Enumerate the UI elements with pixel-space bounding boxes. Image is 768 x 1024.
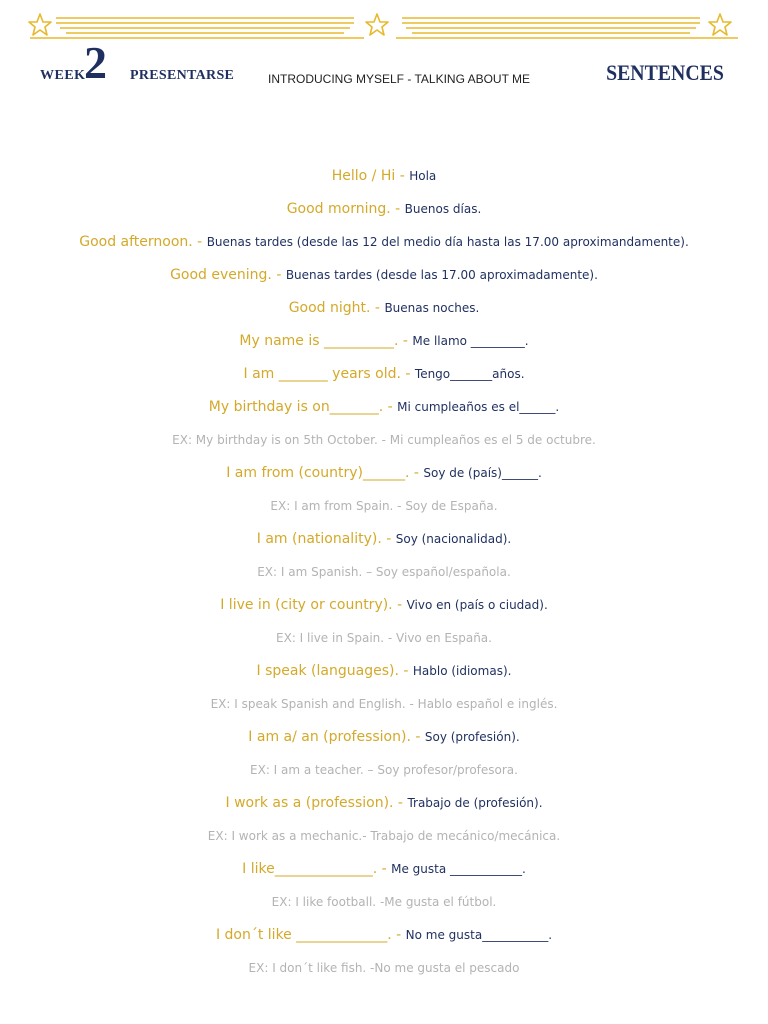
- english-phrase: I am _______ years old. -: [243, 366, 415, 382]
- sentence-row: [0, 723, 768, 756]
- spanish-translation: Soy de (país)______.: [423, 466, 542, 480]
- example-text: EX: I am Spanish. – Soy español/española.: [257, 565, 511, 579]
- sentence-row: [0, 162, 768, 195]
- english-phrase: My birthday is on_______. -: [208, 399, 398, 415]
- english-phrase: My name is __________. -: [239, 333, 413, 349]
- example-row: [0, 822, 768, 855]
- example-text: EX: I am a teacher. – Soy profesor/profesora.: [250, 763, 518, 777]
- spanish-translation: Trabajo de (profesión).: [407, 796, 543, 810]
- english-phrase: I don´t like _____________. -: [215, 927, 406, 943]
- page-header: [0, 0, 768, 110]
- sentence-row: [0, 195, 768, 228]
- spanish-translation: Vivo en (país o ciudad).: [406, 598, 548, 612]
- spanish-translation: Buenas tardes (desde las 12 del medio día hasta las 17.00 aproximandamente).: [206, 235, 689, 249]
- english-phrase: I like______________. -: [242, 861, 392, 877]
- example-row: [0, 426, 768, 459]
- week-label: WEEK: [40, 68, 86, 83]
- example-row: [0, 954, 768, 987]
- english-phrase: I am from (country)______. -: [226, 465, 424, 481]
- sentence-row: [0, 459, 768, 492]
- english-phrase: Hello / Hi -: [331, 168, 410, 184]
- sentence-row: [0, 261, 768, 294]
- sentence-row: [0, 789, 768, 822]
- sentence-row: [0, 855, 768, 888]
- sentence-row: [0, 657, 768, 690]
- spanish-translation: Tengo_______años.: [414, 367, 525, 381]
- example-row: [0, 690, 768, 723]
- example-text: EX: I am from Spain. - Soy de España.: [270, 499, 498, 513]
- sentence-row: [0, 393, 768, 426]
- page-subtitle: INTRODUCING MYSELF - TALKING ABOUT ME: [268, 72, 531, 86]
- english-phrase: Good night. -: [288, 300, 385, 316]
- spanish-translation: Hablo (idiomas).: [412, 664, 512, 678]
- sentence-row: [0, 228, 768, 261]
- example-text: EX: I work as a mechanic.- Trabajo de mecánico/mecánica.: [207, 829, 561, 843]
- section-title: SENTENCES: [606, 60, 724, 85]
- spanish-translation: Buenas tardes (desde las 17.00 aproximadamente).: [285, 268, 598, 282]
- sentence-row: [0, 327, 768, 360]
- sentence-list: [0, 162, 768, 987]
- week-number: 2: [84, 37, 107, 88]
- english-phrase: I speak (languages). -: [256, 663, 413, 679]
- sentence-row: [0, 360, 768, 393]
- example-row: [0, 888, 768, 921]
- example-text: EX: I speak Spanish and English. - Hablo español e inglés.: [210, 697, 558, 711]
- example-text: EX: I live in Spain. - Vivo en España.: [276, 631, 492, 645]
- sentence-row: [0, 294, 768, 327]
- example-row: [0, 492, 768, 525]
- english-phrase: I am (nationality). -: [256, 531, 396, 547]
- spanish-translation: Soy (profesión).: [424, 730, 520, 744]
- topic-title: PRESENTARSE: [130, 68, 235, 83]
- spanish-translation: Mi cumpleaños es el______.: [397, 400, 560, 414]
- example-text: EX: I like football. -Me gusta el fútbol.: [271, 895, 497, 909]
- example-row: [0, 756, 768, 789]
- english-phrase: I work as a (profession). -: [225, 795, 408, 811]
- english-phrase: Good morning. -: [286, 201, 405, 217]
- spanish-translation: Me gusta ____________.: [391, 862, 526, 876]
- english-phrase: Good afternoon. -: [79, 234, 207, 250]
- spanish-translation: Me llamo _________.: [412, 334, 529, 348]
- example-text: EX: My birthday is on 5th October. - Mi cumpleaños es el 5 de octubre.: [172, 433, 596, 447]
- spanish-translation: Buenos días.: [404, 202, 482, 216]
- example-row: [0, 558, 768, 591]
- example-row: [0, 624, 768, 657]
- sentence-row: [0, 525, 768, 558]
- english-phrase: I live in (city or country). -: [220, 597, 407, 613]
- spanish-translation: Buenas noches.: [384, 301, 480, 315]
- example-text: EX: I don´t like fish. -No me gusta el pescado: [248, 961, 520, 975]
- english-phrase: Good evening. -: [170, 267, 286, 283]
- spanish-translation: No me gusta___________.: [405, 928, 553, 942]
- spanish-translation: Hola: [409, 169, 437, 183]
- english-phrase: I am a/ an (profession). -: [248, 729, 425, 745]
- sentence-row: [0, 591, 768, 624]
- sentence-row: [0, 921, 768, 954]
- spanish-translation: Soy (nacionalidad).: [395, 532, 512, 546]
